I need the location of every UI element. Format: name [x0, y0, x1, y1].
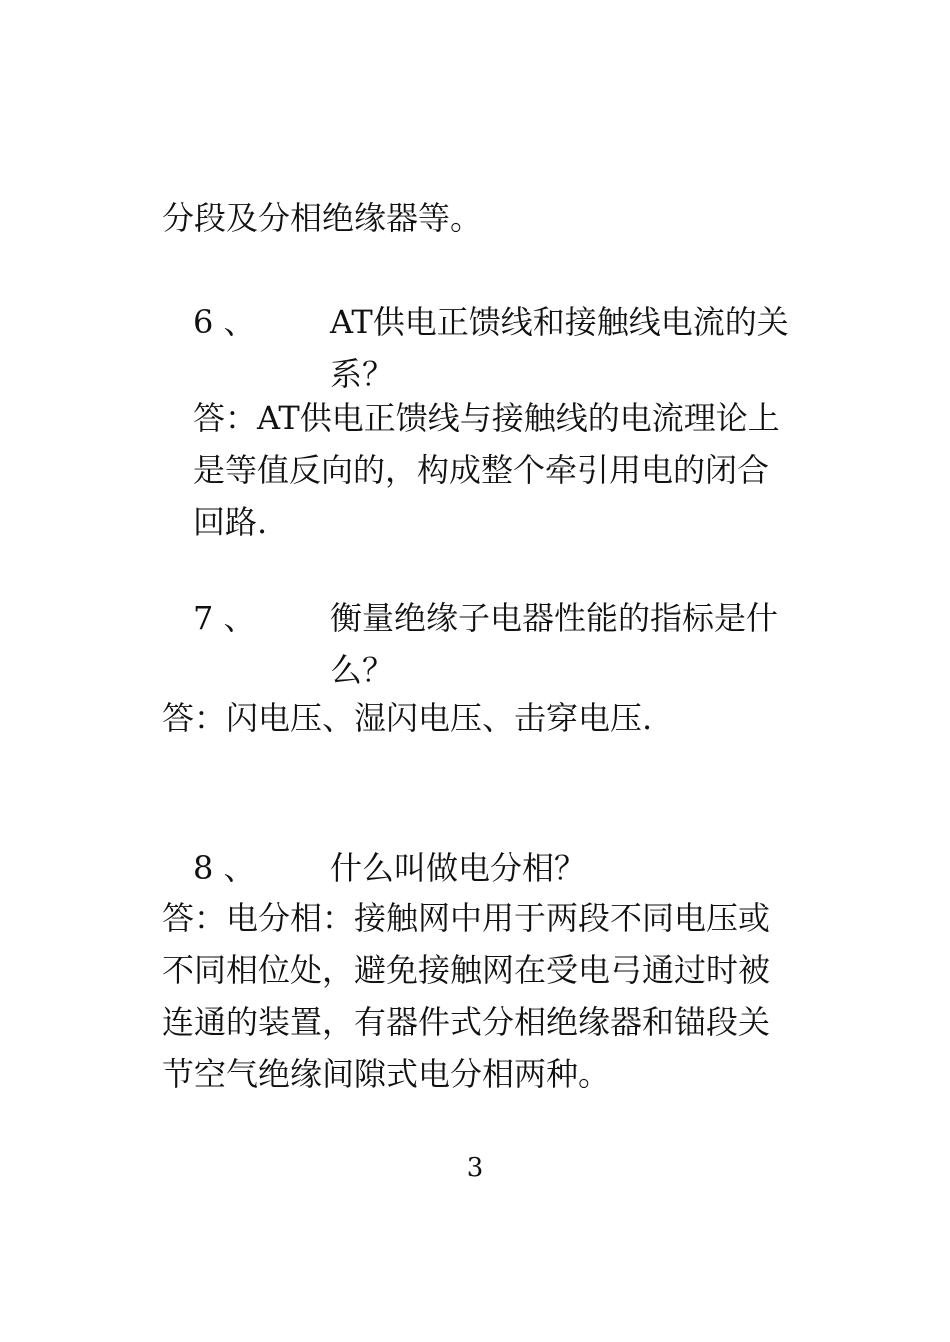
question-line: 么？: [330, 651, 395, 689]
answer-line: 答：闪电压、湿闪电压、击穿电压.: [162, 699, 653, 737]
question-number: 7 、: [193, 599, 256, 637]
answer-line: 答：电分相：接触网中用于两段不同电压或: [162, 899, 771, 937]
question-line: 衡量绝缘子电器性能的指标是什: [330, 599, 779, 637]
question-line: AT供电正馈线和接触线电流的关: [330, 303, 789, 341]
question-line: 什么叫做电分相？: [330, 849, 587, 887]
question-text: [330, 592, 810, 696]
continuation-text: 分段及分相绝缘器等。: [162, 199, 483, 237]
answer-line: 是等值反向的，构成整个牵引用电的闭合: [193, 451, 770, 489]
answer-line: 连通的装置，有器件式分相绝缘器和锚段关: [162, 1003, 771, 1041]
answer-line: 答：AT供电正馈线与接触线的电流理论上: [193, 399, 780, 437]
question-number: 8 、: [193, 849, 256, 887]
page-number: 3: [466, 1153, 484, 1183]
answer-line: 回路.: [193, 503, 268, 541]
answer-line: 节空气绝缘间隙式电分相两种。: [162, 1055, 611, 1093]
question-text: [330, 296, 810, 400]
question-text: [330, 842, 810, 894]
question-line: 系？: [330, 355, 395, 393]
answer-line: 不同相位处，避免接触网在受电弓通过时被: [162, 951, 771, 989]
question-number: 6 、: [193, 303, 256, 341]
